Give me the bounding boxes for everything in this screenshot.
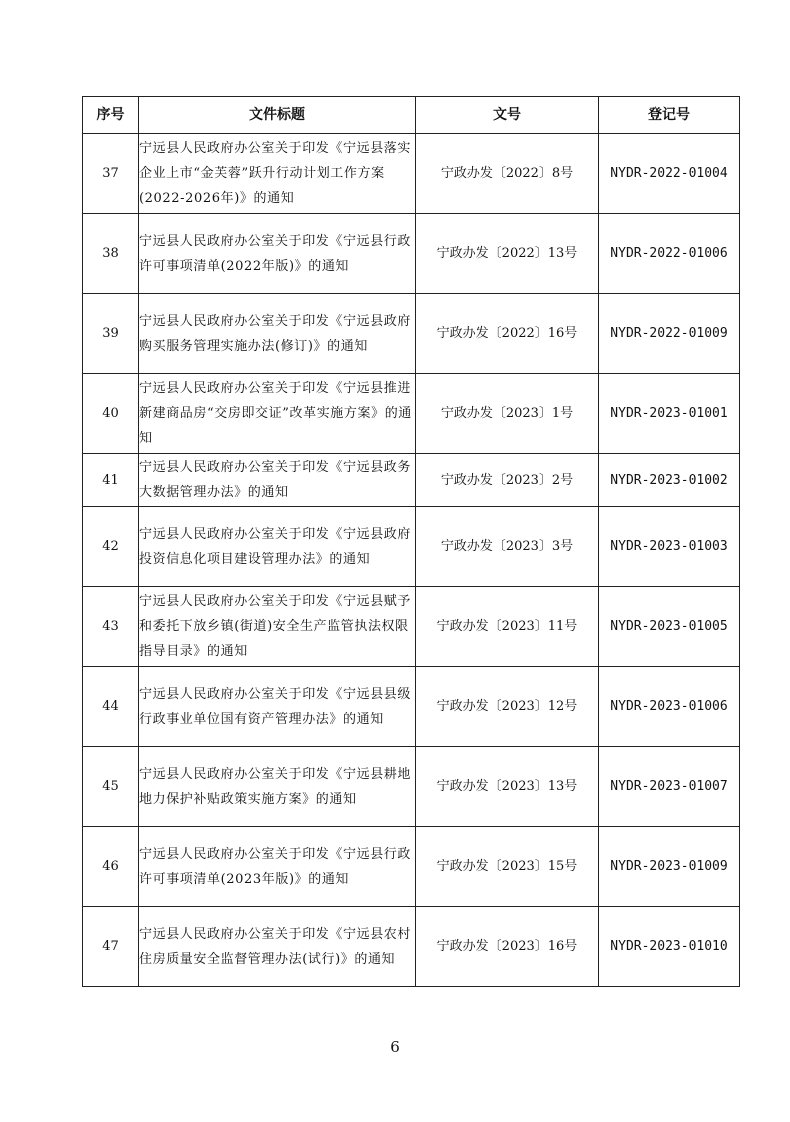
table-row xyxy=(83,747,740,827)
header-doc-number: 文号 xyxy=(416,97,599,134)
row-registration: NYDR-2023-01009 xyxy=(599,827,740,907)
row-doc-number: 宁政办发〔2023〕3号 xyxy=(416,507,599,587)
row-title: 宁远县人民政府办公室关于印发《宁远县行政许可事项清单(2023年版)》的通知 xyxy=(139,827,416,907)
row-title: 宁远县人民政府办公室关于印发《宁远县行政许可事项清单(2022年版)》的通知 xyxy=(139,214,416,294)
row-serial: 44 xyxy=(83,667,139,747)
row-doc-number: 宁政办发〔2023〕1号 xyxy=(416,374,599,454)
row-title: 宁远县人民政府办公室关于印发《宁远县赋予和委托下放乡镇(街道)安全生产监管执法权限指导目录》的通知 xyxy=(139,587,416,667)
row-serial: 40 xyxy=(83,374,139,454)
row-registration: NYDR-2023-01002 xyxy=(599,454,740,507)
header-title: 文件标题 xyxy=(139,97,416,134)
row-registration: NYDR-2023-01005 xyxy=(599,587,740,667)
header-serial: 序号 xyxy=(83,97,139,134)
row-serial: 38 xyxy=(83,214,139,294)
row-doc-number: 宁政办发〔2022〕8号 xyxy=(416,134,599,214)
table-row xyxy=(83,667,740,747)
row-title: 宁远县人民政府办公室关于印发《宁远县政府购买服务管理实施办法(修订)》的通知 xyxy=(139,294,416,374)
row-registration: NYDR-2022-01009 xyxy=(599,294,740,374)
table-row xyxy=(83,907,740,987)
page-number: 6 xyxy=(390,1038,400,1056)
row-registration: NYDR-2023-01006 xyxy=(599,667,740,747)
row-serial: 46 xyxy=(83,827,139,907)
row-serial: 47 xyxy=(83,907,139,987)
document-table xyxy=(82,96,740,987)
row-serial: 37 xyxy=(83,134,139,214)
row-title: 宁远县人民政府办公室关于印发《宁远县农村住房质量安全监督管理办法(试行)》的通知 xyxy=(139,907,416,987)
table-row xyxy=(83,134,740,214)
row-doc-number: 宁政办发〔2022〕16号 xyxy=(416,294,599,374)
row-serial: 43 xyxy=(83,587,139,667)
row-serial: 39 xyxy=(83,294,139,374)
row-title: 宁远县人民政府办公室关于印发《宁远县耕地地力保护补贴政策实施方案》的通知 xyxy=(139,747,416,827)
table-row xyxy=(83,587,740,667)
row-doc-number: 宁政办发〔2023〕12号 xyxy=(416,667,599,747)
table-row xyxy=(83,507,740,587)
row-doc-number: 宁政办发〔2023〕2号 xyxy=(416,454,599,507)
row-doc-number: 宁政办发〔2023〕11号 xyxy=(416,587,599,667)
row-title: 宁远县人民政府办公室关于印发《宁远县落实企业上市“金芙蓉”跃升行动计划工作方案(2022-2026年)》的通知 xyxy=(139,134,416,214)
table-header-row xyxy=(83,97,740,134)
row-registration: NYDR-2023-01010 xyxy=(599,907,740,987)
row-doc-number: 宁政办发〔2022〕13号 xyxy=(416,214,599,294)
row-title: 宁远县人民政府办公室关于印发《宁远县政务大数据管理办法》的通知 xyxy=(139,454,416,507)
row-doc-number: 宁政办发〔2023〕16号 xyxy=(416,907,599,987)
table-row xyxy=(83,214,740,294)
row-registration: NYDR-2023-01007 xyxy=(599,747,740,827)
row-doc-number: 宁政办发〔2023〕13号 xyxy=(416,747,599,827)
row-title: 宁远县人民政府办公室关于印发《宁远县推进新建商品房“交房即交证”改革实施方案》的通知 xyxy=(139,374,416,454)
table-row xyxy=(83,454,740,507)
row-serial: 41 xyxy=(83,454,139,507)
table-row xyxy=(83,294,740,374)
table-row xyxy=(83,374,740,454)
row-serial: 45 xyxy=(83,747,139,827)
row-registration: NYDR-2023-01003 xyxy=(599,507,740,587)
row-doc-number: 宁政办发〔2023〕15号 xyxy=(416,827,599,907)
row-title: 宁远县人民政府办公室关于印发《宁远县政府投资信息化项目建设管理办法》的通知 xyxy=(139,507,416,587)
row-title: 宁远县人民政府办公室关于印发《宁远县县级行政事业单位国有资产管理办法》的通知 xyxy=(139,667,416,747)
row-registration: NYDR-2023-01001 xyxy=(599,374,740,454)
table-row xyxy=(83,827,740,907)
row-serial: 42 xyxy=(83,507,139,587)
header-registration: 登记号 xyxy=(599,97,740,134)
row-registration: NYDR-2022-01004 xyxy=(599,134,740,214)
row-registration: NYDR-2022-01006 xyxy=(599,214,740,294)
